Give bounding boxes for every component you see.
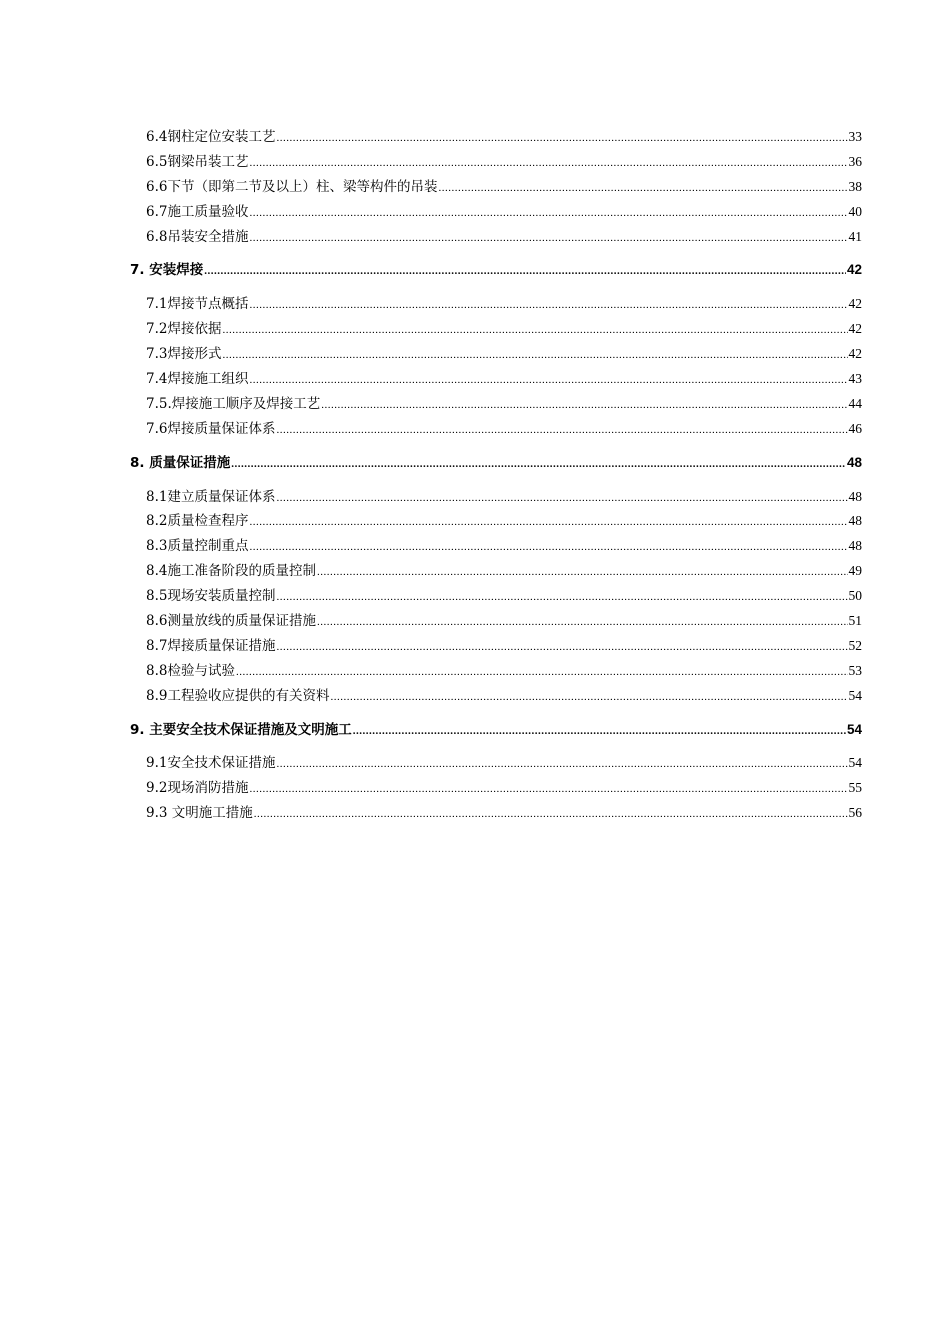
toc-page-number: 54 bbox=[846, 721, 862, 737]
dot-leader bbox=[231, 452, 846, 477]
toc-entry-6-6[interactable] bbox=[130, 175, 862, 200]
toc-entry-label: 7.2焊接依据 bbox=[146, 321, 222, 338]
toc-entry-label: 8.2质量检查程序 bbox=[146, 513, 249, 530]
toc-entry-label: 8.8检验与试验 bbox=[146, 662, 235, 679]
dot-leader bbox=[330, 685, 847, 710]
toc-page-number: 46 bbox=[848, 420, 862, 436]
toc-page-number: 51 bbox=[848, 613, 862, 629]
toc-entry-label: 8.9工程验收应提供的有关资料 bbox=[146, 687, 330, 704]
toc-entry-label: 6.4钢柱定位安装工艺 bbox=[146, 129, 276, 145]
dot-leader bbox=[438, 176, 847, 201]
toc-entry-9-2[interactable] bbox=[130, 776, 862, 801]
toc-entry-8-1[interactable] bbox=[130, 485, 862, 510]
toc-section-9[interactable] bbox=[130, 718, 862, 743]
toc-entry-7-2[interactable] bbox=[130, 317, 862, 342]
toc-entry-7-3[interactable] bbox=[130, 342, 862, 367]
toc-page-number: 56 bbox=[848, 805, 862, 821]
dot-leader bbox=[236, 660, 848, 685]
dot-leader bbox=[353, 719, 846, 744]
toc-entry-8-8[interactable] bbox=[130, 659, 862, 684]
toc-entry-8-3[interactable] bbox=[130, 534, 862, 559]
toc-entry-9-3[interactable] bbox=[130, 801, 862, 826]
toc-entry-8-2[interactable] bbox=[130, 509, 862, 534]
toc-page-number: 38 bbox=[848, 178, 862, 194]
toc-entry-label: 9.2现场消防措施 bbox=[146, 780, 249, 797]
dot-leader bbox=[222, 318, 847, 343]
toc-entry-8-9[interactable] bbox=[130, 684, 862, 709]
toc-page-number: 50 bbox=[848, 588, 862, 604]
toc-entry-label: 6.5钢梁吊装工艺 bbox=[146, 153, 249, 170]
toc-entry-7-6[interactable] bbox=[130, 417, 862, 442]
toc-section-label: 7. 安装焊接 bbox=[130, 262, 204, 279]
toc-entry-7-4[interactable] bbox=[130, 367, 862, 392]
toc-page-number: 40 bbox=[848, 203, 862, 219]
toc-entry-7-1[interactable] bbox=[130, 292, 862, 317]
toc-entry-label: 8.3质量控制重点 bbox=[146, 538, 249, 555]
toc-entry-8-4[interactable] bbox=[130, 559, 862, 584]
dot-leader bbox=[317, 560, 848, 585]
toc-page-number: 42 bbox=[846, 262, 862, 278]
toc-entry-label: 9.3 文明施工措施 bbox=[146, 805, 253, 822]
dot-leader bbox=[222, 343, 847, 368]
toc-entry-label: 9.1安全技术保证措施 bbox=[146, 755, 276, 772]
dot-leader bbox=[276, 126, 847, 151]
toc-page-number: 55 bbox=[848, 780, 862, 796]
toc-page-number: 54 bbox=[848, 755, 862, 771]
toc-page-number: 53 bbox=[848, 662, 862, 678]
toc-page-number: 49 bbox=[848, 563, 862, 579]
toc-entry-6-5[interactable] bbox=[130, 150, 862, 175]
toc-entry-8-7[interactable] bbox=[130, 634, 862, 659]
toc-page-number: 33 bbox=[848, 129, 862, 144]
toc-entry-label: 8.1建立质量保证体系 bbox=[146, 488, 276, 505]
toc-entry-label: 8.6测量放线的质量保证措施 bbox=[146, 613, 316, 630]
toc-section-8[interactable] bbox=[130, 451, 862, 476]
dot-leader bbox=[249, 151, 847, 176]
dot-leader bbox=[276, 585, 847, 610]
dot-leader bbox=[249, 368, 847, 393]
toc-page-number: 43 bbox=[848, 371, 862, 387]
toc-entry-label: 8.4施工准备阶段的质量控制 bbox=[146, 563, 316, 580]
toc-entry-6-7[interactable] bbox=[130, 200, 862, 225]
toc-entry-label: 7.4焊接施工组织 bbox=[146, 371, 249, 388]
dot-leader bbox=[249, 510, 847, 535]
dot-leader bbox=[321, 393, 847, 418]
toc-entry-8-5[interactable] bbox=[130, 584, 862, 609]
dot-leader bbox=[249, 777, 847, 802]
toc-section-label: 8. 质量保证措施 bbox=[130, 454, 231, 471]
toc-entry-label: 6.6下节（即第二节及以上）柱、梁等构件的吊装 bbox=[146, 178, 438, 195]
toc-page-number: 48 bbox=[846, 454, 862, 470]
toc-entry-label: 8.7焊接质量保证措施 bbox=[146, 637, 276, 654]
dot-leader bbox=[276, 635, 847, 660]
toc-page-number: 54 bbox=[848, 687, 862, 703]
toc-entry-label: 7.6焊接质量保证体系 bbox=[146, 420, 276, 437]
toc-entry-label: 6.8吊装安全措施 bbox=[146, 228, 249, 245]
toc-entry-6-8[interactable] bbox=[130, 225, 862, 250]
toc-page-number: 36 bbox=[848, 153, 862, 169]
toc-entry-8-6[interactable] bbox=[130, 609, 862, 634]
toc-entry-label: 6.7施工质量验收 bbox=[146, 203, 249, 220]
toc-page-number: 42 bbox=[848, 346, 862, 362]
toc-entry-label: 7.5.焊接施工顺序及焊接工艺 bbox=[146, 395, 321, 412]
toc-entry-label: 7.3焊接形式 bbox=[146, 346, 222, 363]
dot-leader bbox=[249, 293, 847, 318]
table-of-contents bbox=[130, 125, 862, 826]
dot-leader bbox=[249, 535, 847, 560]
dot-leader bbox=[254, 802, 848, 827]
dot-leader bbox=[276, 418, 847, 443]
toc-entry-6-4[interactable] bbox=[130, 125, 862, 150]
toc-page-number: 42 bbox=[848, 296, 862, 312]
toc-entry-label: 7.1焊接节点概括 bbox=[146, 296, 249, 313]
toc-page-number: 48 bbox=[848, 488, 862, 504]
dot-leader bbox=[249, 226, 847, 251]
toc-page-number: 52 bbox=[848, 637, 862, 653]
toc-page-number: 44 bbox=[848, 395, 862, 411]
toc-page-number: 42 bbox=[848, 321, 862, 337]
toc-entry-label: 8.5现场安装质量控制 bbox=[146, 588, 276, 605]
toc-section-7[interactable] bbox=[130, 258, 862, 283]
dot-leader bbox=[249, 201, 847, 226]
dot-leader bbox=[276, 486, 847, 511]
toc-entry-7-5[interactable] bbox=[130, 392, 862, 417]
toc-section-label: 9. 主要安全技术保证措施及文明施工 bbox=[130, 721, 352, 738]
dot-leader bbox=[317, 610, 848, 635]
toc-page-number: 48 bbox=[848, 513, 862, 529]
toc-page-number: 48 bbox=[848, 538, 862, 554]
toc-page-number: 41 bbox=[848, 228, 862, 244]
dot-leader bbox=[276, 752, 847, 777]
dot-leader bbox=[204, 259, 846, 284]
toc-entry-9-1[interactable] bbox=[130, 751, 862, 776]
